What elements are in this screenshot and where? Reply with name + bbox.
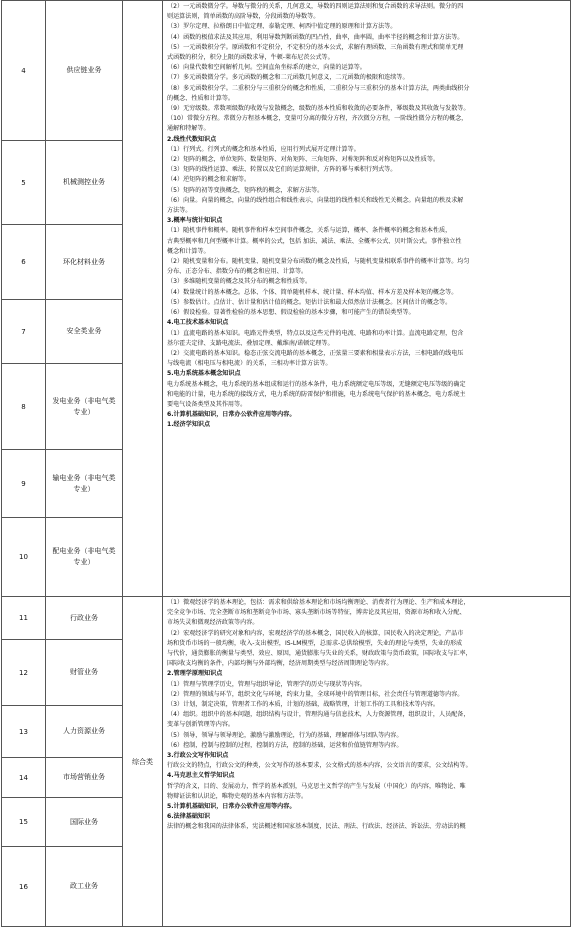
content-line: 3.行政公文写作知识点	[167, 752, 229, 760]
content-line: （8）多元函数积分学。二重积分与三重积分的概念和性质，二重积分与三重积分的基本计算方法，两类曲线积分	[167, 84, 470, 92]
content-line: 法律的概念和我国的法律体系，宪法概述和国家基本制度，民法、刑法、行政法、经济法、诉讼法、劳动法的概	[167, 823, 466, 831]
content-line: （7）多元函数微分学。多元函数的概念和二元函数几何意义，二元函数的极限和连续等。	[167, 74, 409, 82]
content-line: 分布、正态分布、指数分布的概念和应用、计算等。	[167, 268, 308, 276]
business-name: 政工业务	[46, 847, 123, 927]
content-line: 则运算法则，简单函数的高阶导数，分段函数的导数等。	[167, 13, 320, 21]
content-line: 场和货币市场的一般均衡，收入-支出模型，IS-LM模型，总需求-总供给模型，失业的理论与类型，失业的形成	[167, 639, 463, 647]
content-line: 式函数的积分，积分上限的函数求导，牛顿-莱布尼茨公式等。	[167, 54, 334, 62]
content-line: （2）交流电路的基本知识。稳态正弦交流电路的基本概念，正弦量三要素和相量表示方法，三相电路的线电压	[167, 349, 464, 357]
row-number: 4	[2, 1, 46, 141]
content-line: （3）计划，制定决策，管理者工作的本质，计划的基础，战略管理，计划工作的工具和技术等内容。	[167, 701, 440, 709]
content-line: （1）管理与管理学历史，管理与组织导论，管理学的历史与现状等内容。	[167, 680, 366, 688]
content-line: （6）控制，控制与控制的过程，控制的方法，控制的基础，运营和价值链管理等内容。	[167, 741, 403, 749]
content-block-upper	[167, 2, 567, 431]
content-line: （6）向量。向量的概念，向量的线性组合和线性表示，向量组的线性相关和线性无关概念。向量组的秩及求解	[167, 196, 464, 204]
content-line: （1）随机事件和概率。随机事件和样本空间事件概念，关系与运算，概率、条件概率的概念和基本性质，	[167, 227, 452, 235]
business-name: 行政业务	[46, 597, 123, 640]
content-line: 6.计算机基础知识，日常办公软件应用等内容。	[167, 411, 296, 419]
business-name: 配电业务（非电气类专业）	[46, 518, 123, 597]
content-line: 的概念、性质和计算等。	[167, 94, 235, 102]
content-cell-lower	[163, 597, 571, 927]
content-line: （2）随机变量和分布。随机变量、随机变量分布函数的概念及性质，与随机变量相联系事件的概率计算等。均匀	[167, 258, 470, 266]
content-line: 基尔霍夫定律、支路电流法、叠加定理、戴维南/诺顿定理等。	[167, 339, 334, 347]
content-line: （2）一元函数微分学。导数与微分的关系，几何意义，导数的四则运算法则和复合函数的求导法则。微分的四	[167, 3, 464, 10]
content-line: （3）罗尔定理、拉格朗日中值定理、泰勒定理、柯西中值定理的原理和计算方法等。	[167, 23, 397, 31]
row-number: 7	[2, 300, 46, 364]
content-line: 概念和计算等。	[167, 247, 210, 255]
business-name: 国际业务	[46, 798, 123, 847]
content-line: （1）直流电路的基本知识。电路元件类型，特点以及这些元件的电流、电路和功率计算。直流电路定理，包含	[167, 329, 464, 337]
content-line: 完全竞争市场、完全垄断市场和垄断竞争市场、寡头垄断市场等特征，博弈论及其应用，资源市场和收入分配、	[167, 609, 466, 617]
content-line: 和电能的计量，电力系统的接线方式，电力系统的防雷保护和措施，电力系统电气保护的基本概念，电力系统主	[167, 390, 466, 398]
content-line: 要电气设备类型及其作用等。	[167, 400, 247, 408]
category-cell: 综合类	[123, 597, 163, 927]
content-cell-upper	[163, 1, 571, 597]
content-line: （2）宏观经济学的研究对象和内容，宏观经济学的基本概念，国民收入的核算，国民收入的决定理论，产品市	[167, 629, 464, 637]
content-line: （5）领导，领导与领导理论，激励与激励理论，行为的基础，理解群体与团队等内容。	[167, 731, 403, 739]
content-line: （4）函数的极值求法及其应用，利用导数判断函数的凹凸性，曲率，曲率圆，曲率半径的概念和计算方法等。	[167, 33, 464, 41]
business-name: 输电业务（非电气类专业）	[46, 450, 123, 518]
content-line: （1）行列式。行列式的概念和基本性质，应用行列式展开定理计算等。	[167, 145, 360, 153]
row-number: 9	[2, 450, 46, 518]
content-line: （5）矩阵的初等变换概念，矩阵秩的概念，求解方法等。	[167, 186, 324, 194]
content-line: 4.马克思主义哲学知识点	[167, 772, 235, 780]
row-number: 14	[2, 758, 46, 798]
business-name: 机械测控业务	[46, 141, 123, 225]
content-line: 5.计算机基础知识，日常办公软件应用等内容。	[167, 803, 296, 811]
content-line: （4）组织。组织中的基本问题，组织结构与设计，管理沟通与信息技术，人力资源管理，组织设计，人员配备，	[167, 711, 470, 719]
business-name: 供应链业务	[46, 1, 123, 141]
content-line: （10）常微分方程。常微分方程基本概念，变量可分离的微分方程，齐次微分方程，一阶线性微分方程的概念，	[167, 115, 468, 123]
content-line: （3）多维随机变量的概念及其分布的概念和性质等。	[167, 278, 312, 286]
content-line: （5）一元函数积分学。原函数和不定积分，不定积分的基本公式，求解有理函数、三角函数有理式和简单无理	[167, 43, 464, 51]
content-line: （6）向量代数和空间解析几何。空间直角坐标系的建立，向量的运算等。	[167, 64, 366, 72]
content-block-lower	[167, 598, 567, 833]
content-line: 2.线性代数知识点	[167, 135, 217, 143]
business-name: 财管业务	[46, 640, 123, 706]
business-name: 环化材料业务	[46, 225, 123, 300]
content-line: （4）数量统计的基本概念。总体、个体、简单随机样本、统计量、样本均值、样本方差及样本矩的概念等。	[167, 288, 458, 296]
content-line: 3.概率与统计知识点	[167, 217, 223, 225]
row-number: 5	[2, 141, 46, 225]
content-line: （2）矩阵的概念，单位矩阵、数量矩阵、对角矩阵、三角矩阵、对称矩阵和反对称矩阵以及性质等。	[167, 156, 440, 164]
content-line: （9）无穷级数。常数项级数的收敛与发散概念，级数的基本性质和收敛的必要条件，幂级数及其收敛与发散等。	[167, 105, 470, 113]
content-line: 物辩证法和认识论，唯物史观的基本内容和方法等。	[167, 792, 308, 800]
business-name: 人力资源业务	[46, 706, 123, 758]
content-line: （6）假设检验。显著性检验的基本思想、假设检验的基本步骤，和可能产生的错误类型等。	[167, 309, 415, 317]
content-line: 古典型概率和几何型概率计算。概率的公式，包括 加法、减法、乘法、全概率公式、贝叶斯公式。事件独立性	[167, 237, 462, 245]
content-line: 变革与创新管理等内容。	[167, 721, 235, 729]
row-number: 10	[2, 518, 46, 597]
row-number: 8	[2, 364, 46, 450]
content-line: 方法等。	[167, 207, 192, 215]
content-line: （2）管理的领域与环节，组织文化与环境，约束力量，全球环境中的管理目标，社会责任与管理道德等内容。	[167, 690, 464, 698]
row-number: 15	[2, 798, 46, 847]
content-line: （4）逆矩阵的概念和求解等。	[167, 176, 251, 184]
content-line: 市场失灵和微观经济政策等内容。	[167, 619, 259, 627]
content-line: 哲学的含义，目的、发展动力，哲学的基本派别，马克思主义哲学的产生与发展（中国化）的内容，唯物论、唯	[167, 782, 466, 790]
exam-syllabus-table	[1, 0, 571, 927]
content-line: 国际收支均衡的条件，内部均衡与外部均衡，经济周期类型与经济周期理论等内容。	[167, 660, 393, 668]
row-number: 11	[2, 597, 46, 640]
row-number: 12	[2, 640, 46, 706]
content-line: 1.经济学知识点	[167, 421, 211, 429]
content-line: （3）矩阵的线性运算、乘法、转置以及它们的运算规律，方阵的幂与乘积行列式等。	[167, 166, 397, 174]
category-cell-upper	[123, 1, 163, 597]
content-line: 与线电流（相电压与相电流）的关系，三相功率计算方法等。	[167, 360, 332, 368]
content-line: 5.电力系统基本概念知识点	[167, 370, 241, 378]
content-line: （1）微观经济学的基本理论，包括：需求和供给基本理论和市场均衡理论、消费者行为理论、生产和成本理论，	[167, 599, 470, 606]
content-line: 6.法律基础知识	[167, 813, 211, 821]
business-name: 市场营销业务	[46, 758, 123, 798]
content-line: 4.电工技术基本知识点	[167, 319, 229, 327]
business-name: 安全类业务	[46, 300, 123, 364]
content-line: 电力系统基本概念，电力系统的基本组成和运行的基本条件，电力系统额定电压等级，无缝额定电压等级的确定	[167, 380, 466, 388]
content-line: 行政公文的特点，行政公文的种类，公文写作的基本要求，公文格式的基本内容，公文语言的要求，公文结构等。	[167, 762, 472, 770]
row-number: 6	[2, 225, 46, 300]
business-name: 发电业务（非电气类专业）	[46, 364, 123, 450]
content-line: 通解和特解等。	[167, 125, 210, 133]
content-line: 与代价，通货膨胀的衡量与类型、效应、原因，通货膨胀与失业的关系，财政政策与货币政策，国际收支与汇率，	[167, 650, 472, 658]
content-line: （5）参数估计。点估计、估计量和估计值的概念。矩估计法和最大似然估计法概念。区间估计的概念等。	[167, 298, 452, 306]
content-line: 2.管理学原理知识点	[167, 670, 223, 678]
row-number: 13	[2, 706, 46, 758]
row-number: 16	[2, 847, 46, 927]
